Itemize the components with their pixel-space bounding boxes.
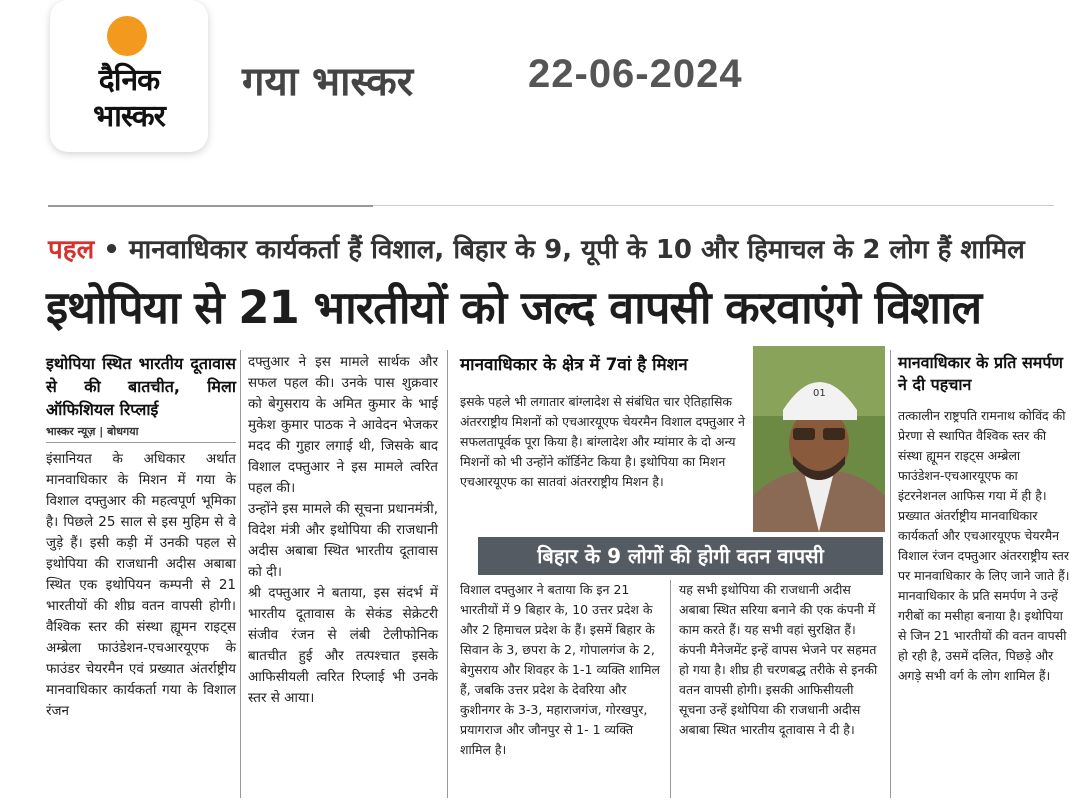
- column-divider: [240, 350, 241, 798]
- column-3: विशाल दफ्तुआर ने बताया कि इन 21 भारतीयों में 9 बिहार के, 10 उत्तर प्रदेश के और 2 हिमाचल प्रदेश के हैं। इसमें बिहार के सिवान के 3, छपरा के 2, गोपालगंज के 2, बेगुसराय और शिवहर के 1-1 व्यक्ति शामिल हैं, जबकि उत्तर प्रदेश के देवरिया और कुशीनगर के 3-3, महाराजगंज, गोरखपुर, प्रयागराज और जौनपुर से 1- 1 व्यक्ति शामिल है।: [460, 582, 660, 757]
- column-1-body: इंसानियत के अधिकार अर्थात मानवाधिकार के मिशन में गया के विशाल दफ्तुआर की महत्वपूर्ण भूमिका है। पिछले 25 साल से इस मुहिम से वे जुड़े हैं। इसी कड़ी में उनकी पहल से इथोपिया की राजधानी अदीस अबाबा स्थित एक इथोपियन कम्पनी से 21 भारतीयों की शीघ्र वतन वापसी होगी। वैश्विक स्तर की संस्था ह्यूमन राइट्स अम्ब्रेला फाउंडेशन-एचआरयूएफ के फाउंडर चेयरमैन एवं प्रख्यात अंतर्राष्ट्रीय मानवाधिकार कार्यकर्ता गया के विशाल रंजन: [46, 451, 236, 719]
- logo-text-line2: भास्कर: [93, 99, 165, 134]
- publication-date: 22-06-2024: [528, 52, 743, 96]
- column-2: [248, 352, 438, 709]
- publication-name: गया भास्कर: [242, 59, 414, 105]
- portrait-illustration: [753, 346, 885, 532]
- kicker-bullet: •: [103, 235, 129, 265]
- column-divider: [447, 350, 448, 798]
- right-column-body: तत्कालीन राष्ट्रपति रामनाथ कोविंद की प्रेरणा से स्थापित वैश्विक स्तर की संस्था ह्यूमन राइट्स अम्ब्रेला फाउंडेशन-एचआरयूएफ का इंटरनेशनल आफिस गया में ही है। प्रख्यात अंतर्राष्ट्रीय मानवाधिकार कार्यकर्ता और एचआरयूएफ चेयरमैन विशाल रंजन दफ्तुआर अंतरराष्ट्रीय स्तर पर मानवाधिकार के लिए जाने जाते हैं। मानवाधिकार के प्रति समर्पण ने उन्हें गरीबों का मसीहा बनाया है। इथोपिया से जिन 21 भारतीयों की वतन वापसी हो रही है, उसमें दलित, पिछड़े और अगड़े सभी वर्ग के लोग शामिल हैं।: [898, 408, 1070, 683]
- cap-text: 01: [813, 388, 826, 399]
- kicker-tag: पहल: [48, 235, 95, 265]
- main-headline: इथोपिया से 21 भारतीयों को जल्द वापसी करवाएंगे विशाल: [46, 281, 982, 334]
- divider-accent: [48, 205, 373, 207]
- section-banner: बिहार के 9 लोगों की होगी वतन वापसी: [478, 537, 883, 575]
- right-column-title: मानवाधिकार के प्रति समर्पण ने दी पहचान: [898, 353, 1063, 394]
- column-2-para-2: उन्होंने इस मामले की सूचना प्रधानमंत्री, विदेश मंत्री और इथोपिया की राजधानी अदीस अबाबा स्थित भारतीय दूतावास को दी।: [248, 501, 438, 580]
- column-2-para-1: दफ्तुआर ने इस मामले सार्थक और सफल पहल की। उनके पास शुक्रवार को बेगुसराय के अमित कुमार के भाई मुकेश कुमार पाठक ने आवेदन भेजकर मदद की गुहार लगाई थी, जिसके बाद विशाल दफ्तुआर ने इस मामले त्वरित पहल की।: [248, 354, 438, 496]
- byline-rule: [46, 442, 236, 443]
- byline: भास्कर न्यूज़ | बोधगया: [46, 425, 139, 438]
- dainik-bhaskar-logo: [50, 0, 208, 152]
- box-title: मानवाधिकार के क्षेत्र में 7वां है मिशन: [460, 355, 688, 375]
- column-2-para-3: श्री दफ्तुआर ने बताया, इस संदर्भ में भारतीय दूतावास के सेकंड सेक्रेटरी संजीव रंजन से लंबी टेलीफोनिक बातचीत हुई और तत्पश्चात इसके आफिसीयली त्वरित रिप्लाई भी उनके स्तर से आया।: [248, 585, 438, 706]
- column-divider: [890, 350, 891, 798]
- kicker-text: मानवाधिकार कार्यकर्ता हैं विशाल, बिहार के 9, यूपी के 10 और हिमाचल के 2 लोग हैं शामिल: [128, 235, 1025, 265]
- column-1-subhead: इथोपिया स्थित भारतीय दूतावास से की बातचीत, मिला ऑफिशियल रिप्लाई: [46, 354, 236, 419]
- portrait-photo: [753, 346, 885, 532]
- column-1: [46, 352, 236, 722]
- column-divider: [670, 580, 671, 798]
- sun-logo-icon: [107, 16, 147, 56]
- logo-text-line1: दैनिक: [98, 63, 160, 98]
- kicker: [48, 230, 1025, 266]
- column-4: यह सभी इथोपिया की राजधानी अदीस अबाबा स्थित सरिया बनाने की एक कंपनी में काम करते हैं। यह सभी वहां सुरक्षित हैं। कंपनी मैनेजमेंट इन्हें वापस भेजने पर सहमत हो गया है। शीघ्र ही चरणबद्ध तरीके से इनकी वतन वापसी होगी। इसकी आफिसीयली सूचना उन्हें इथोपिया की राजधानी अदीस अबाबा स्थित भारतीय दूतावास ने दी है।: [679, 582, 878, 737]
- box-body: इसके पहले भी लगातार बांग्लादेश से संबंधित चार ऐतिहासिक अंतरराष्ट्रीय मिशनों को एचआरयूएफ चेयरमैन विशाल दफ्तुआर ने सफलतापूर्वक पूरा किया है। बांग्लादेश और म्यांमार के दो अन्य मिशनों को भी उन्होंने कॉर्डिनेट किया है। इथोपिया का मिशन एचआरयूएफ का सातवां अंतरराष्ट्रीय मिशन है।: [460, 394, 745, 489]
